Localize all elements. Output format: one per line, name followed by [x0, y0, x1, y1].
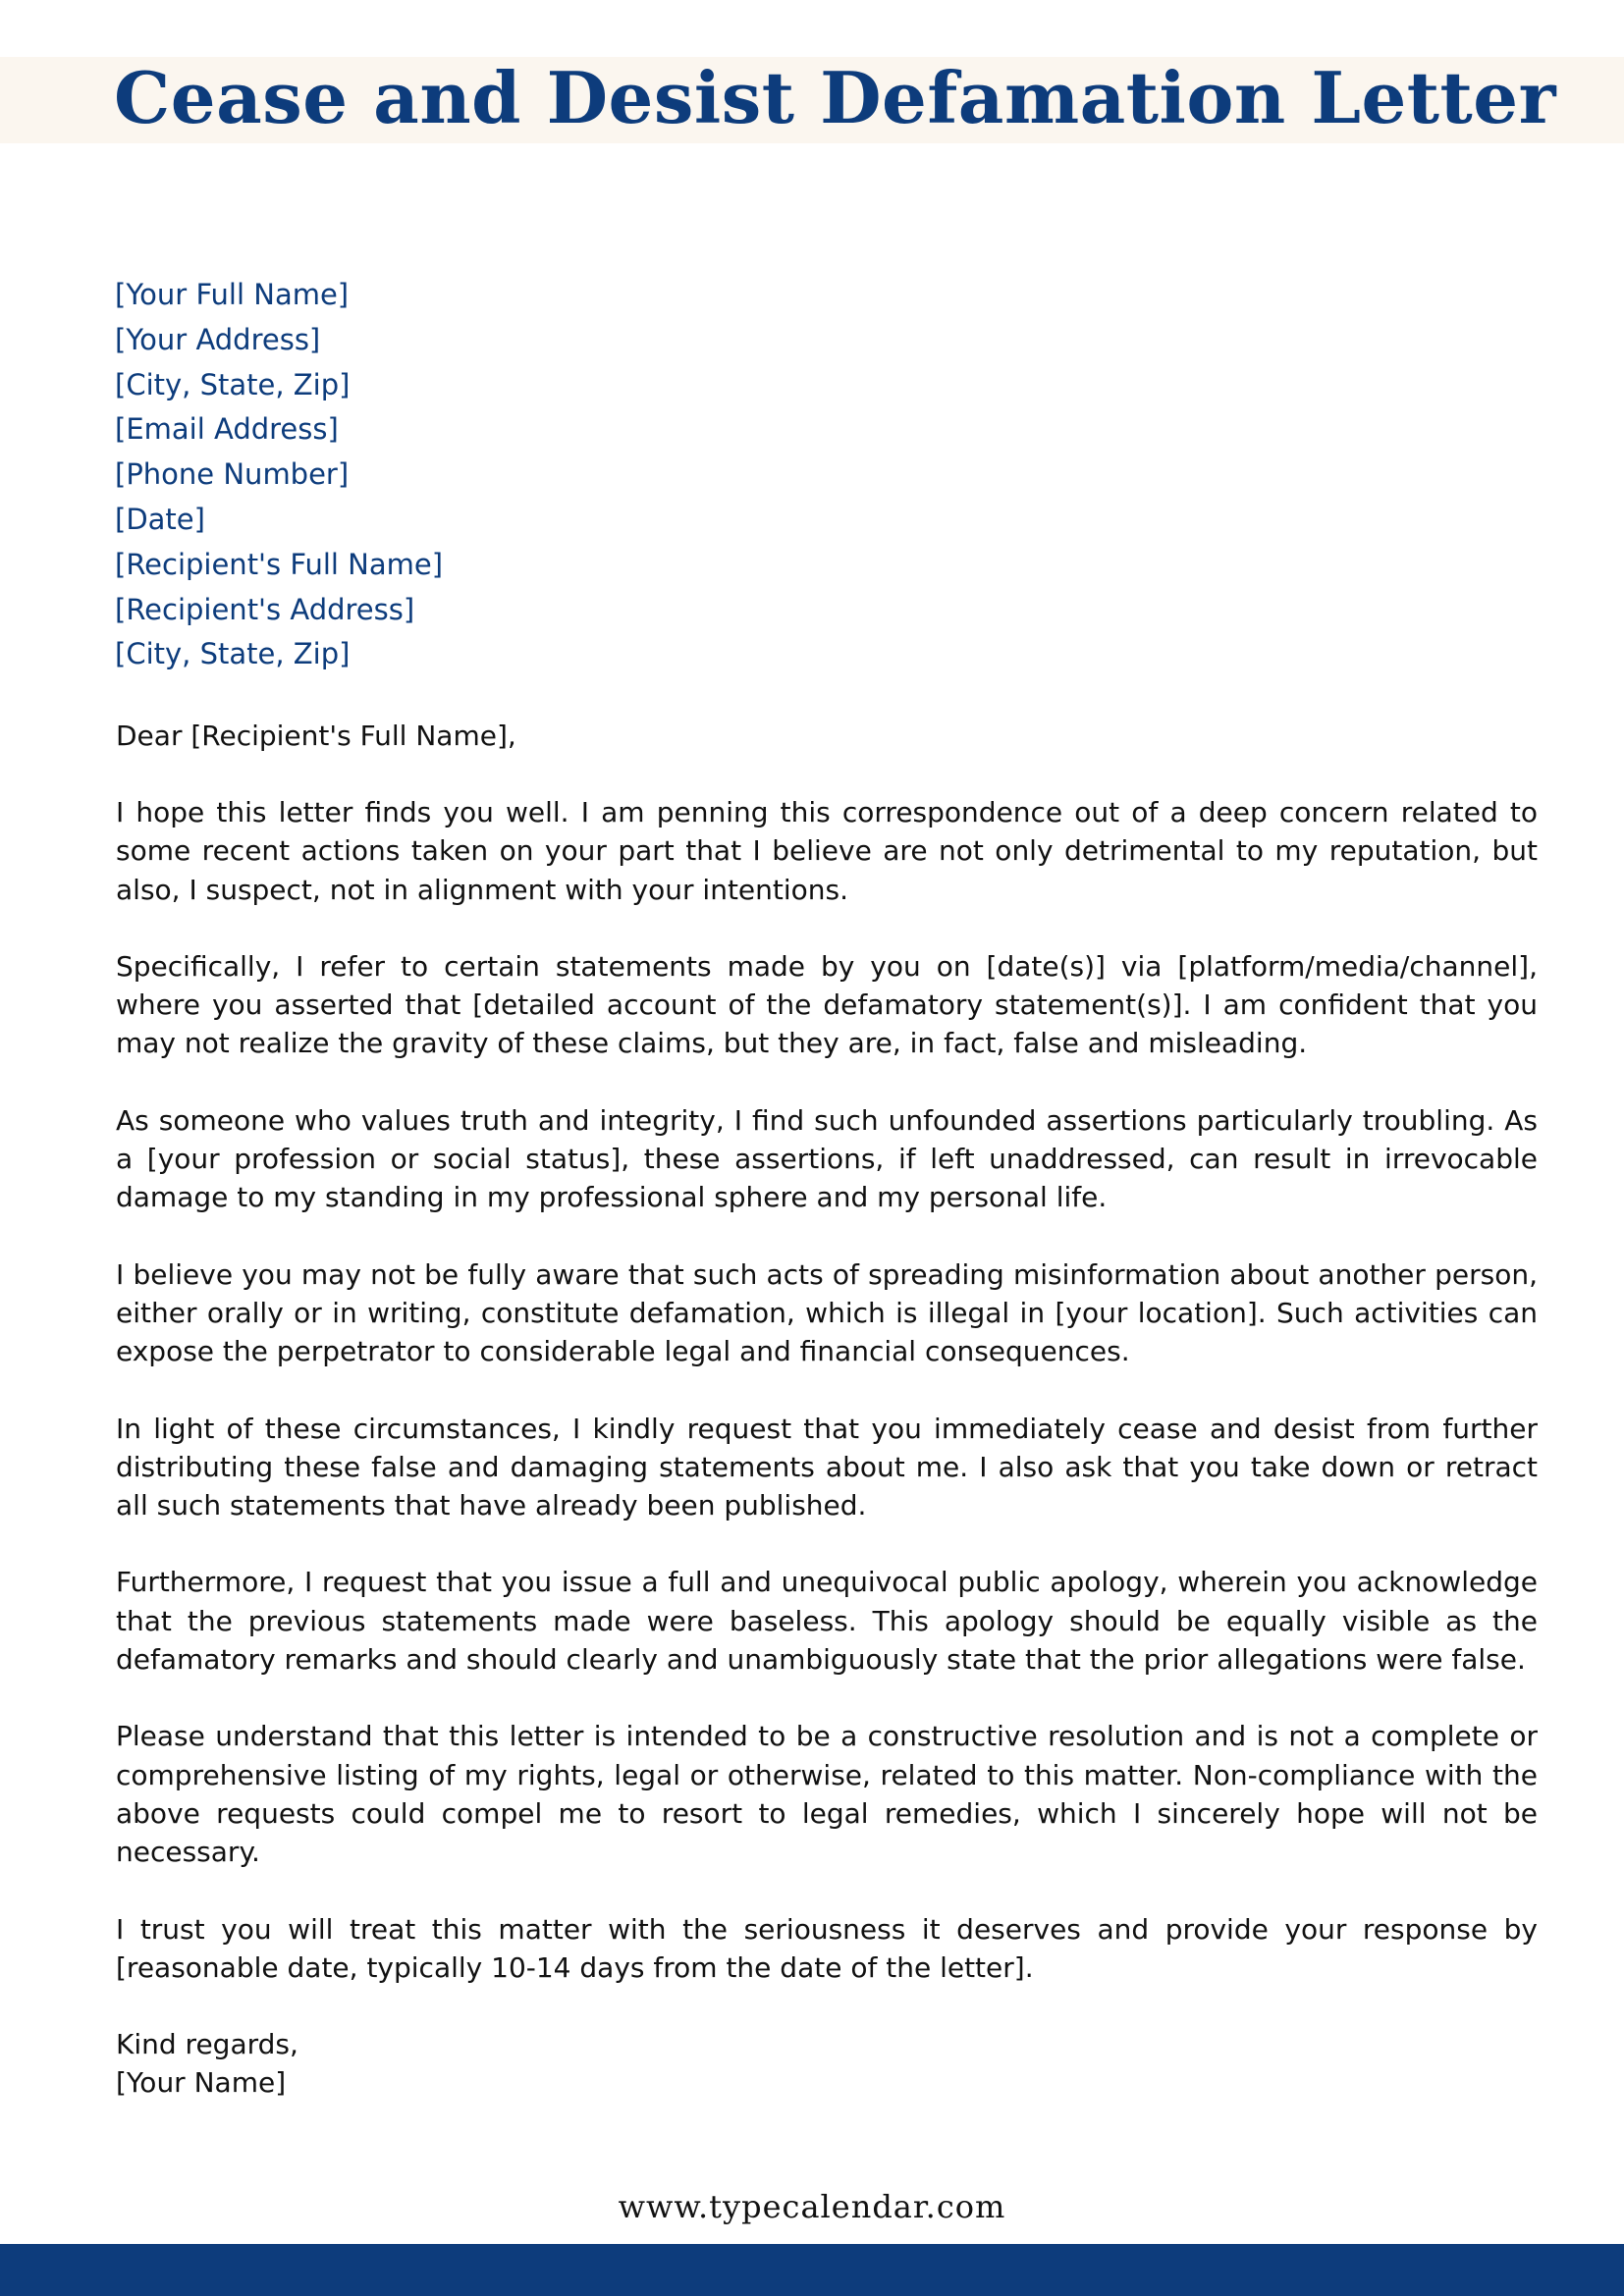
recipient-city-state-zip: [City, State, Zip]: [115, 637, 351, 671]
closing-phrase: Kind regards,: [116, 2028, 298, 2061]
body-paragraph: I hope this letter finds you well. I am penning this correspondence out of a deep concern related to some recent actions taken on your part that I believe are not only detrimental to my reputation, but also, I suspect, not in alignment with your intentions.: [116, 796, 1538, 906]
sender-address: [Your Address]: [115, 322, 321, 356]
page-title: Cease and Desist Defamation Letter: [114, 56, 1557, 139]
body-paragraph: Specifically, I refer to certain statements made by you on [date(s)] via [platform/media/channel], where you asserted that [detailed account of the defamatory statement(s)]. I am confident that you may not realize the gravity of these claims, but they are, in fact, false and misleading.: [116, 949, 1538, 1060]
footer-website: www.typecalendar.com: [618, 2188, 1006, 2225]
body-paragraph: Furthermore, I request that you issue a full and unequivocal public apology, wherein you acknowledge that the previous statements made were baseless. This apology should be equally visible as the defamatory remarks and should clearly and unambiguously state that the prior allegations were false.: [116, 1566, 1538, 1677]
body-paragraph: I trust you will treat this matter with the seriousness it deserves and provide your response by [reasonable date, typically 10-14 days from the date of the letter].: [116, 1912, 1538, 1984]
sender-city-state-zip: [City, State, Zip]: [115, 367, 351, 401]
letter-body: [116, 717, 1538, 2102]
recipient-address: [Recipient's Address]: [115, 592, 415, 626]
body-paragraph: As someone who values truth and integrity, I find such unfounded assertions particularly troubling. As a [your profession or social status], these assertions, if left unaddressed, can result in irrevocable damage to my standing in my professional sphere and my personal life.: [116, 1103, 1538, 1214]
sender-phone: [Phone Number]: [115, 457, 350, 492]
body-paragraph: I believe you may not be fully aware that such acts of spreading misinformation about another person, either orally or in writing, constitute defamation, which is illegal in [your location]. Such activities can expose the perpetrator to considerable legal and financial consequences.: [116, 1257, 1538, 1368]
closing-block: [116, 2025, 1538, 2102]
recipient-full-name: [Recipient's Full Name]: [115, 547, 444, 581]
body-paragraph: In light of these circumstances, I kindly request that you immediately cease and desist from further distributing these false and damaging statements about me. I also ask that you take down or retract all such statements that have already been published.: [116, 1412, 1538, 1522]
signature-name: [Your Name]: [116, 2066, 287, 2100]
body-paragraph: Please understand that this letter is intended to be a constructive resolution and is not a complete or comprehensive listing of my rights, legal or otherwise, related to this matter. Non-compliance with the above requests could compel me to resort to legal remedies, which I sincerely hope will not be necessary.: [116, 1720, 1538, 1869]
salutation: Dear [Recipient's Full Name],: [116, 720, 516, 752]
letter-date: [Date]: [115, 502, 205, 536]
footer-bar: [0, 2244, 1624, 2296]
sender-email: [Email Address]: [115, 412, 339, 447]
sender-full-name: [Your Full Name]: [115, 278, 350, 311]
address-block: [115, 273, 999, 677]
